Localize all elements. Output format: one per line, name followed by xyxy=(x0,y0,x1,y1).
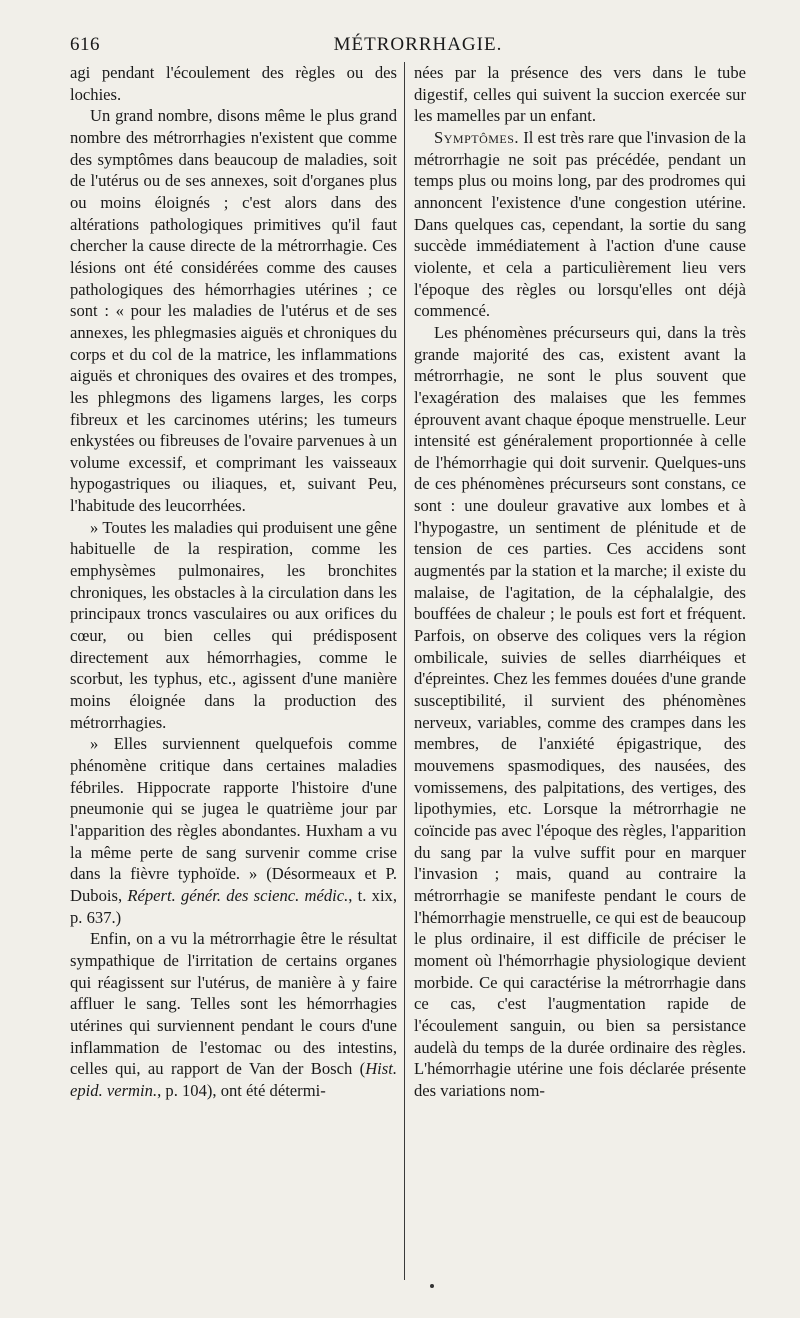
paragraph: nées par la présence des vers dans le tube digestif, celles qui suivent la succion exercée sur les mamelles par un enfant. xyxy=(414,63,746,126)
right-column xyxy=(414,62,746,1102)
paragraph-text: , p. 104), ont été détermi- xyxy=(157,1080,326,1100)
paragraph: Les phénomènes précurseurs qui, dans la très grande majorité des cas, existent avant la métrorrhagie, ne sont le plus souvent que l'exagération des malaises que les femmes éprouvent avant chaque époque menstruelle. Leur intensité est généralement proportionnée à celle de l'hémorrhagie qui doit survenir. Quelques-uns de ces phénomènes précurseurs sont constans, ce sont : une douleur gravative aux lombes et à l'hypogastre, un sentiment de plénitude et de tension de ces parties. Ces accidens sont augmentés par la station et la marche; il existe du malaise, de l'agitation, de la céphalalgie, des bouffées de chaleur ; le pouls est fort et fréquent. Parfois, on observe des coliques vers la région ombilicale, suivies de selles diarrhéiques et d'épreintes. Chez les femmes douées d'une grande susceptibilité, il survient des phénomènes nerveux, variables, comme des crampes dans les membres, de l'anxiété épigastrique, des mouvemens spasmodiques, des nausées, des vomissemens, des palpitations, des vertiges, des lipothymies, etc. Lorsque la métrorrhagie ne coïncide pas avec l'époque des règles, l'apparition du sang par la vulve suffit pour en marquer l'invasion ; mais, quand au contraire la métrorrhagie se manifeste pendant le cours de l'hémorrhagie menstruelle, ce qui est de beaucoup le plus ordinaire, il est difficile de préciser le moment où l'hémorrhagie physiologique devient morbide. Ce qui caractérise la métrorrhagie dans ce cas, c'est l'augmentation rapide de l'écoulement sanguin, ou bien sa persistance audelà du temps de la durée ordinaire des règles. L'hémorrhagie utérine une fois déclarée présente des variations nom- xyxy=(414,322,746,1100)
paragraph-text: , t. xix, p. 637.) xyxy=(70,885,398,927)
paragraph-text: » Elles surviennent quelquefois comme phénomène critique dans certaines maladies fébriles. Hippocrate rapporte l'histoire d'une pneumonie qui se jugea le quatrième jour par l'apparition des règles abondantes. Huxham a vu la même perte de sang survenir comme crise dans la fièvre typhoïde. » (Désormeaux et P. Dubois, xyxy=(70,734,397,905)
paragraph-text: Enfin, on a vu la métrorrhagie être le résultat sympathique de l'irritation de certains organes qui réagissent sur l'utérus, de manière à y faire affluer le sang. Telles sont les hémorrhagies utérines qui surviennent pendant le cours d'une inflammation de l'estomac ou des intestins, celles qui, au rapport de Van der Bosch ( xyxy=(70,929,397,1079)
paragraph: Un grand nombre, disons même le plus grand nombre des métrorrhagies n'existent que comme des symptômes dans beaucoup de maladies, soit de l'utérus ou de ses annexes, soit d'organes plus ou moins éloignés ; c'est alors dans des altérations pathologiques primitives qu'il faut chercher la cause directe de la métrorrhagie. Ces lésions ont été considérées comme des causes pathologiques des hémorrhagies utérines ; ce sont : « pour les maladies de l'utérus et de ses annexes, les phlegmasies aiguës et chroniques du corps et du col de la matrice, les inflammations aiguës et chroniques des ovaires et des trompes, les phlegmons des ligamens larges, les corps fibreux et les carcinomes utérins; les tumeurs enkystées ou fibreuses de l'ovaire parvenues à un volume excessif, et comprimant les vaisseaux hypogastriques ou iliaques, et, suivant Peu, l'habitude des leucorrhées. xyxy=(70,106,397,516)
running-title: MÉTRORRHAGIE. xyxy=(333,34,503,55)
citation-title: Hist. epid. vermin. xyxy=(70,1059,397,1100)
paragraph: agi pendant l'écoulement des règles ou des lochies. xyxy=(70,63,397,104)
section-heading: Symptômes. xyxy=(434,127,520,147)
paragraph xyxy=(70,928,397,1101)
paragraph xyxy=(70,733,397,928)
paragraph-text: Il est très rare que l'invasion de la métrorrhagie ne soit pas précédée, pendant un temps plus ou moins long, par des prodromes qui annoncent l'existence d'une congestion utérine. Dans quelques cas, cependant, la sortie du sang succède immédiatement à l'action d'une cause violente, et cela a particulièrement lieu vers l'époque des règles ou lorsqu'elles ont déjà commencé. xyxy=(414,127,746,321)
paragraph xyxy=(414,127,746,322)
left-column xyxy=(70,62,397,1102)
column-rule xyxy=(404,62,405,1280)
ink-dot xyxy=(430,1284,434,1288)
citation-title: Répert. génér. des scienc. médic. xyxy=(127,885,349,905)
paragraph: » Toutes les maladies qui produisent une gêne habituelle de la respiration, comme les emphysèmes pulmonaires, les bronchites chroniques, les obstacles à la circulation dans les principaux troncs vasculaires ou aux orifices du cœur, ou bien celles qui prédisposent directement aux hémorrhagies, comme le scorbut, les typhus, etc., agissent d'une manière moins éloignée dans la production des métrorrhagies. xyxy=(70,517,397,732)
page-number: 616 xyxy=(70,34,100,55)
